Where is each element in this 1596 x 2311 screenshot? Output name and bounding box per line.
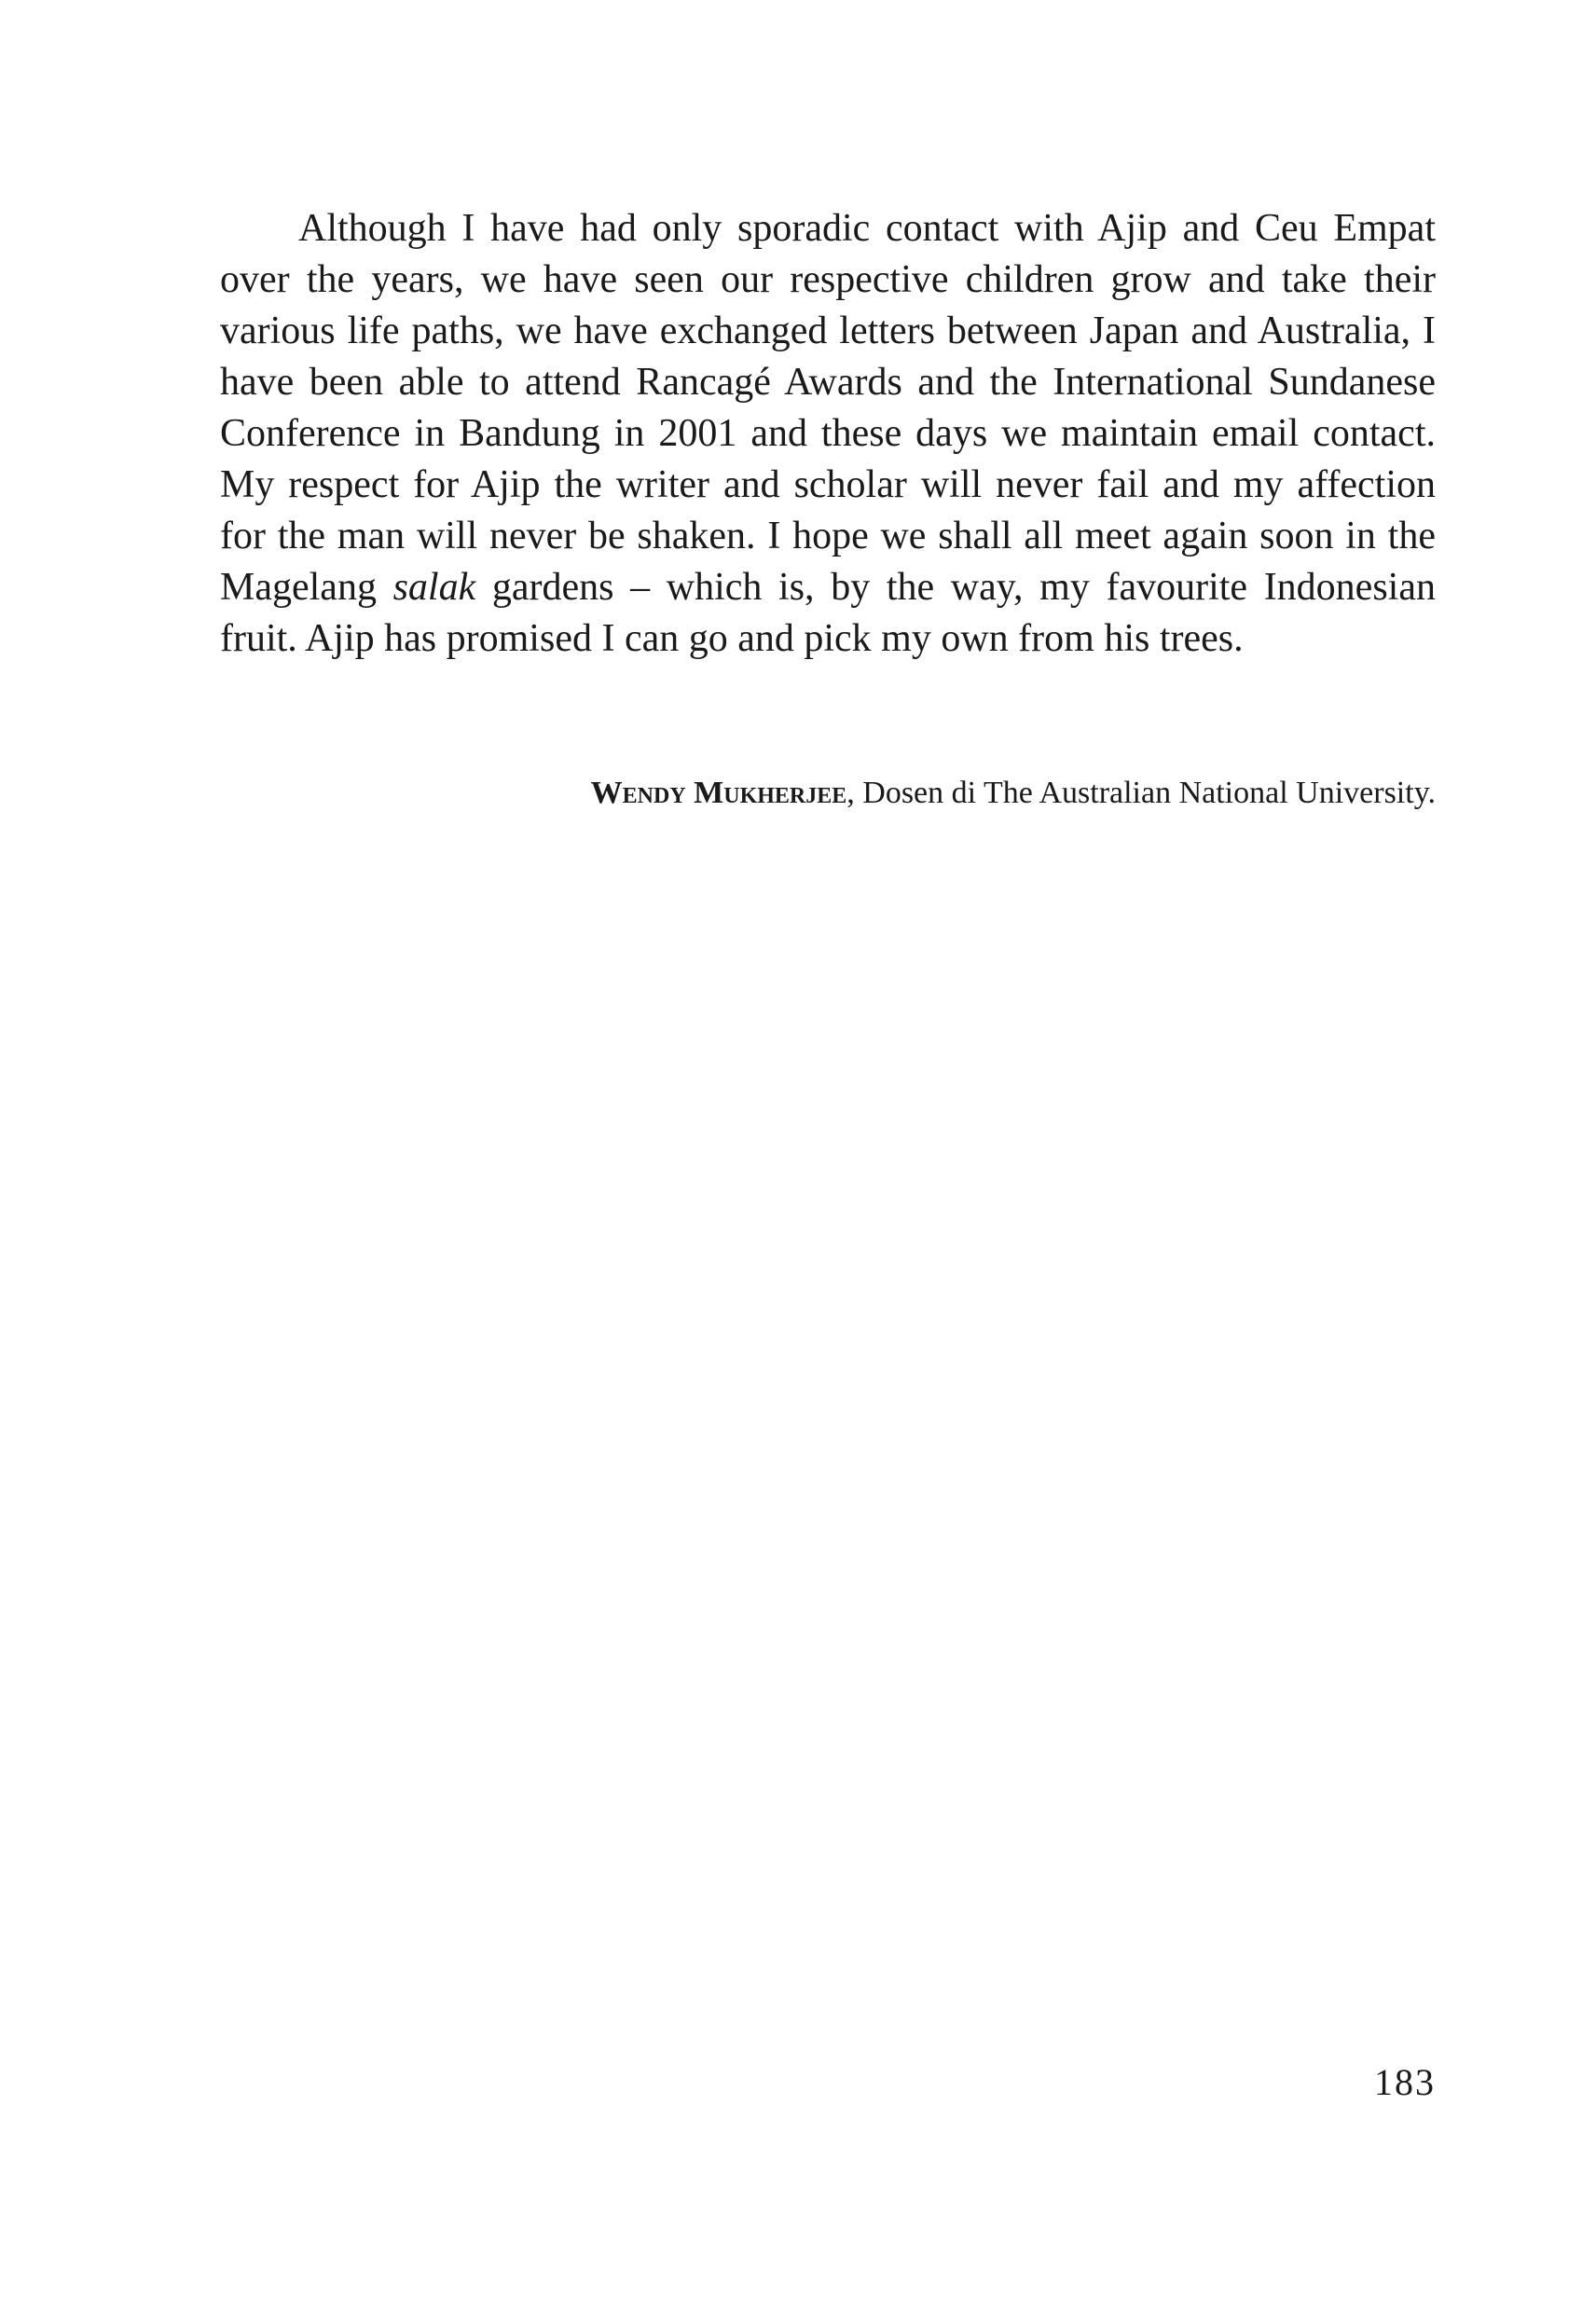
author-name: Wendy Mukherjee [590,776,847,810]
paragraph-text-start: Although I have had only sporadic contact with Ajip and Ceu Empat over the years, we have seen our respective children grow and take their various life paths, we have exchanged letters between Japan and Australia, I have been able to attend Rancagé Awards and the International Sundanese Conference in Bandung in 2001 and these days we maintain email contact. My respect for Ajip the writer and scholar will never fail and my affection for the man will never be shaken. I hope we shall all meet again soon in the Magelang [220,207,1436,609]
page-number: 183 [1374,2061,1436,2103]
italic-word: salak [392,566,476,609]
author-signature [220,773,1436,814]
body-paragraph [220,203,1436,665]
paragraph-text-end: gardens – which is, by the way, my favourite Indonesian fruit. Ajip has promised I can go and pick my own from his trees. [220,566,1436,660]
author-affiliation: , Dosen di The Australian National University. [846,776,1436,810]
